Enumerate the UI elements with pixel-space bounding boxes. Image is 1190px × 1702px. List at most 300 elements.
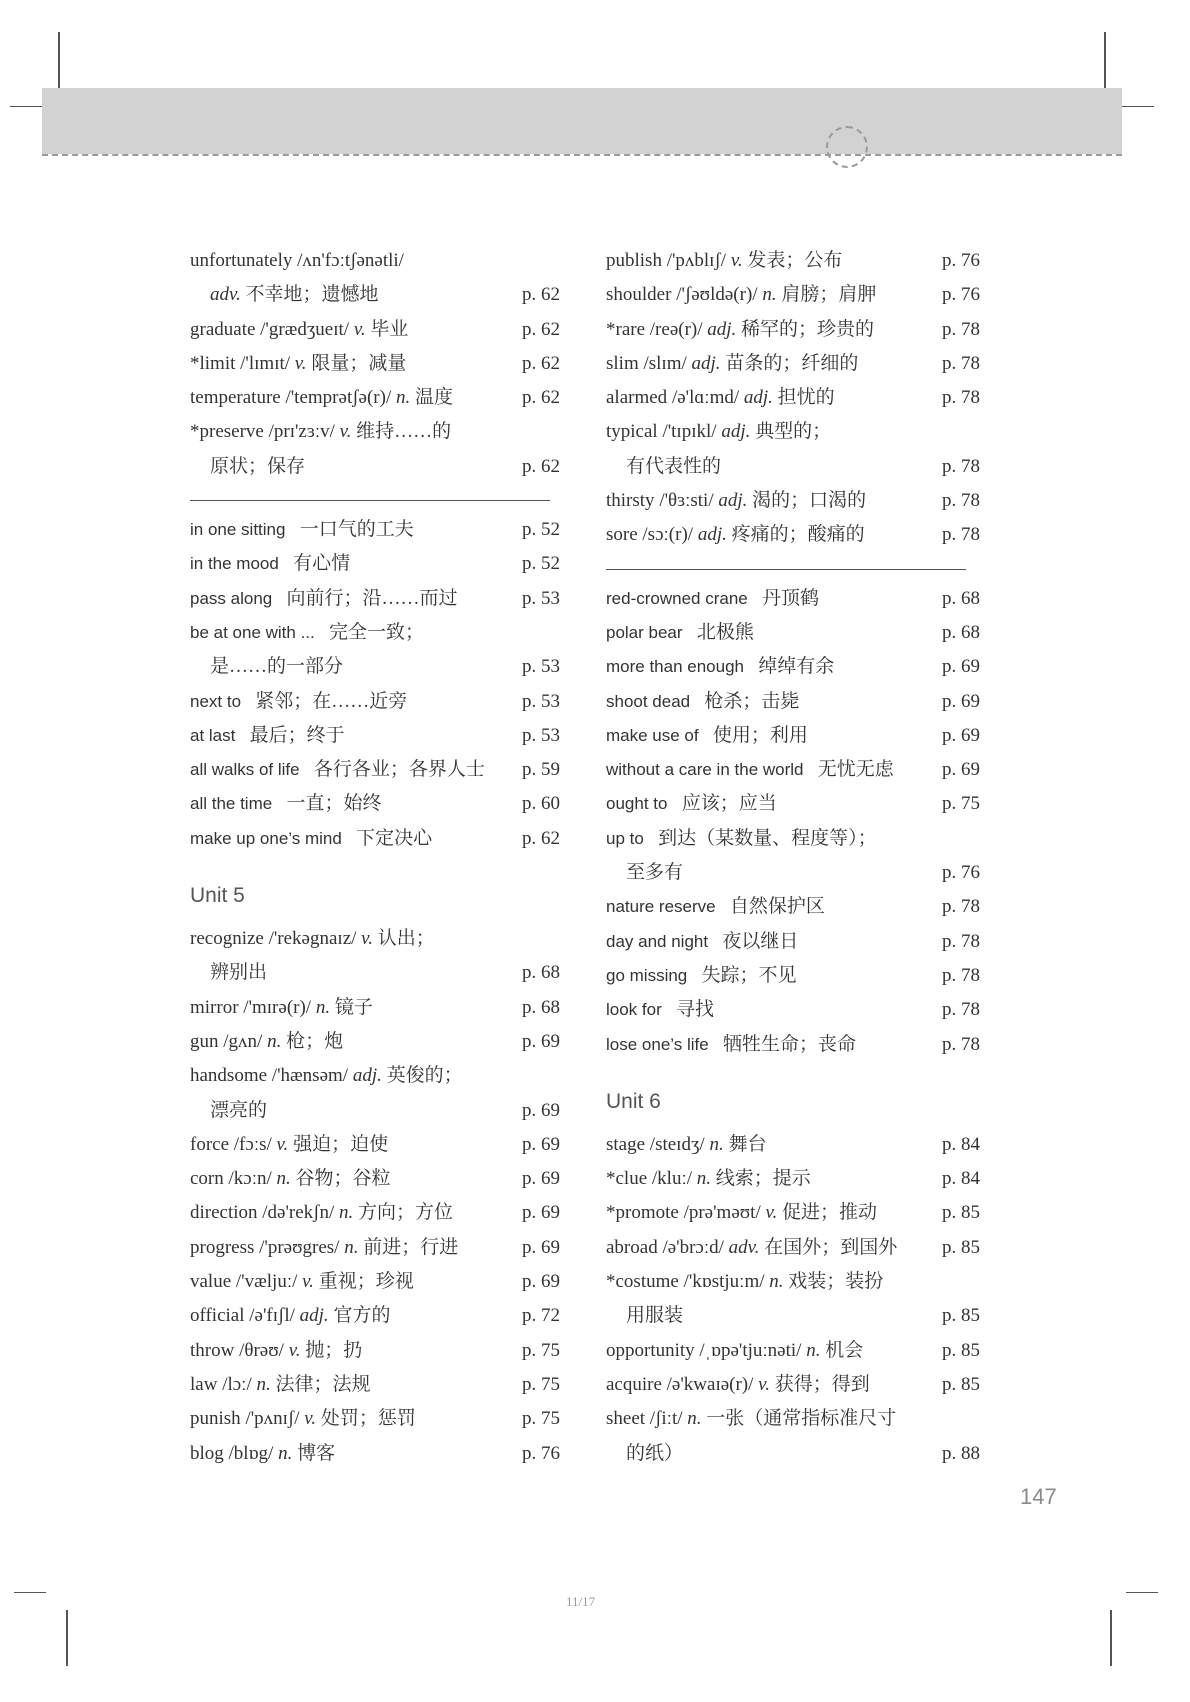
entry-line <box>606 1368 980 1402</box>
phrase-list <box>190 513 560 856</box>
part-of-speech: v. <box>758 1373 770 1395</box>
entry-line <box>190 347 560 381</box>
entry-line <box>190 244 560 278</box>
entry-line <box>606 650 980 684</box>
meaning: 法律；法规 <box>275 1373 371 1395</box>
entry-line <box>606 347 980 381</box>
meaning: 稀罕的；珍贵的 <box>741 318 875 340</box>
section-divider <box>190 500 550 501</box>
meaning: 担忧的 <box>777 387 835 409</box>
word-entry <box>606 1334 980 1368</box>
headword: shoulder <box>606 284 672 306</box>
phonetic: /ə'fɪʃl/ <box>249 1305 295 1327</box>
word-entry <box>190 347 560 381</box>
meaning: 有心情 <box>293 553 351 575</box>
word-entry <box>190 1162 560 1196</box>
phrase-entry <box>606 925 980 959</box>
page-ref: p. 75 <box>522 1408 560 1430</box>
part-of-speech: n. <box>396 387 411 409</box>
headword: graduate <box>190 318 256 340</box>
part-of-speech: adj. <box>691 352 721 374</box>
meaning: 牺牲生命；丧命 <box>722 1033 856 1055</box>
page-ref: p. 53 <box>522 587 560 609</box>
entry-line <box>190 1196 560 1230</box>
entry-line <box>606 993 980 1027</box>
crop-mark <box>1110 1610 1112 1666</box>
entry-continuation <box>190 278 560 312</box>
phrase-entry <box>190 582 560 616</box>
page-ref: p. 69 <box>522 1236 560 1258</box>
phonetic: /'ʃəʊldə(r)/ <box>676 284 758 306</box>
page-ref: p. 78 <box>942 930 980 952</box>
headword: blog <box>190 1442 224 1464</box>
entry-line <box>190 415 560 449</box>
phonetic: /fɔːs/ <box>233 1133 272 1155</box>
page-ref: p. 68 <box>942 621 980 643</box>
entry-line <box>190 1162 560 1196</box>
left-column <box>190 244 560 1471</box>
part-of-speech: n. <box>315 996 331 1018</box>
part-of-speech: n. <box>256 1373 271 1395</box>
page-ref: p. 68 <box>942 587 980 609</box>
word-list <box>190 244 560 484</box>
entry-line <box>190 1299 560 1333</box>
meaning: 漂亮的 <box>210 1099 268 1121</box>
part-of-speech: adj. <box>718 490 748 512</box>
part-of-speech: v. <box>339 421 352 443</box>
headword: sore <box>606 524 638 546</box>
page-ref: p. 75 <box>942 793 980 815</box>
page-ref: p. 85 <box>942 1236 980 1258</box>
phonetic: /'rekəgnaɪz/ <box>268 928 357 950</box>
entry-line <box>190 1128 560 1162</box>
entry-line <box>190 922 560 956</box>
phonetic: /reə(r)/ <box>649 318 703 340</box>
word-entry <box>190 991 560 1025</box>
headword: recognize <box>190 928 264 950</box>
entry-line <box>606 719 980 753</box>
entry-line <box>606 616 980 650</box>
meaning: 促进；推动 <box>782 1202 878 1224</box>
meaning: 不幸地；遗憾地 <box>240 284 379 306</box>
entry-continuation <box>606 450 980 484</box>
page-ref: p. 68 <box>522 962 560 984</box>
page-ref: p. 78 <box>942 387 980 409</box>
phonetic: /'hænsəm/ <box>271 1065 349 1087</box>
header-dashed-line <box>42 154 1122 156</box>
page-ref: p. 85 <box>942 1373 980 1395</box>
headword: value <box>190 1271 232 1293</box>
phonetic: /'kɒstjuːm/ <box>683 1271 765 1293</box>
part-of-speech: n. <box>806 1339 821 1361</box>
entry-continuation <box>190 1094 560 1128</box>
phrase-headword: make use of <box>606 725 699 745</box>
phrase-headword: all the time <box>190 794 273 814</box>
entry-line <box>190 1059 560 1093</box>
part-of-speech: v. <box>276 1133 289 1155</box>
page-ref: p. 53 <box>522 656 560 678</box>
meaning: 苗条的；纤细的 <box>725 352 859 374</box>
entry-line <box>606 822 980 856</box>
phrase-headword: polar bear <box>606 622 683 642</box>
entry-line <box>606 1196 980 1230</box>
meaning: 用服装 <box>626 1305 684 1327</box>
headword: unfortunately <box>190 250 293 271</box>
meaning: 线索；提示 <box>715 1168 811 1190</box>
headword: *promote <box>606 1202 679 1224</box>
word-entry <box>190 922 560 991</box>
page-ref: p. 62 <box>522 387 560 409</box>
meaning: 舞台 <box>728 1133 767 1155</box>
page-ref: p. 78 <box>942 455 980 477</box>
entry-continuation <box>606 1299 980 1333</box>
headword: corn <box>190 1168 224 1190</box>
phrase-entry <box>606 959 980 993</box>
phrase-entry <box>606 753 980 787</box>
headword: publish <box>606 250 662 271</box>
part-of-speech: v. <box>304 1408 317 1430</box>
phrase-entry <box>606 890 980 924</box>
phrase-entry <box>190 513 560 547</box>
page-ref: p. 59 <box>522 759 560 781</box>
meaning: 北极熊 <box>696 621 754 643</box>
meaning: 渴的；口渴的 <box>752 490 867 512</box>
entry-line <box>190 381 560 415</box>
part-of-speech: n. <box>709 1133 724 1155</box>
crop-mark <box>1104 32 1106 88</box>
meaning: 各行各业；各界人士 <box>313 759 485 781</box>
phonetic: /ə'lɑːmd/ <box>671 387 740 409</box>
page-ref: p. 78 <box>942 318 980 340</box>
word-entry <box>190 244 560 313</box>
part-of-speech: n. <box>344 1236 359 1258</box>
meaning: 丹顶鹤 <box>762 587 820 609</box>
word-entry <box>606 415 980 484</box>
entry-line <box>190 1368 560 1402</box>
entry-line <box>606 518 980 552</box>
part-of-speech: adj. <box>707 318 737 340</box>
entry-line <box>606 1334 980 1368</box>
headword: abroad <box>606 1236 658 1258</box>
entry-line <box>190 753 560 787</box>
word-entry <box>606 1231 980 1265</box>
page-ref: p. 69 <box>522 1133 560 1155</box>
word-list <box>606 244 980 553</box>
entry-line <box>606 381 980 415</box>
meaning: 是……的一部分 <box>210 656 344 678</box>
word-entry <box>606 313 980 347</box>
crop-mark <box>10 106 42 107</box>
meaning: 典型的； <box>755 421 832 443</box>
meaning: 强迫；迫使 <box>293 1133 389 1155</box>
crop-mark <box>1122 106 1154 107</box>
phrase-headword: at last <box>190 725 236 745</box>
entry-line <box>606 415 980 449</box>
header-circle-mark <box>826 126 868 168</box>
word-entry <box>190 1299 560 1333</box>
entry-line <box>606 753 980 787</box>
page-ref: p. 52 <box>522 519 560 541</box>
phrase-entry <box>190 685 560 719</box>
headword: stage <box>606 1133 646 1155</box>
page-ref: p. 85 <box>942 1202 980 1224</box>
page-ref: p. 78 <box>942 352 980 374</box>
word-entry <box>606 1368 980 1402</box>
meaning: 辨别出 <box>210 962 268 984</box>
phrase-entry <box>606 719 980 753</box>
part-of-speech: n. <box>278 1442 293 1464</box>
meaning: 使用；利用 <box>712 724 808 746</box>
page-ref: p. 76 <box>942 250 980 271</box>
phrase-entry <box>606 1028 980 1062</box>
page-ref: p. 88 <box>942 1442 980 1464</box>
entry-line <box>190 547 560 581</box>
phrase-entry <box>606 582 980 616</box>
phonetic: /'θɜːsti/ <box>659 490 714 512</box>
phonetic: /'tɪpɪkl/ <box>662 421 717 443</box>
phrase-headword: in one sitting <box>190 520 286 540</box>
word-entry <box>190 1437 560 1471</box>
meaning: 官方的 <box>333 1305 391 1327</box>
page-ref: p. 60 <box>522 793 560 815</box>
phrase-headword: red-crowned crane <box>606 588 748 608</box>
meaning: 方向；方位 <box>358 1202 454 1224</box>
unit-title: Unit 6 <box>606 1089 661 1113</box>
entry-line <box>190 582 560 616</box>
meaning: 至多有 <box>626 862 684 884</box>
headword: force <box>190 1133 230 1155</box>
page-ref: p. 69 <box>522 1202 560 1224</box>
section-divider <box>606 569 966 570</box>
phonetic: /'grædʒueɪt/ <box>260 318 350 340</box>
entry-line <box>606 1162 980 1196</box>
phrase-headword: make up one’s mind <box>190 828 342 848</box>
entry-line <box>606 890 980 924</box>
page-ref: p. 78 <box>942 524 980 546</box>
phonetic: /lɔː/ <box>222 1373 252 1395</box>
page-ref: p. 53 <box>522 724 560 746</box>
word-entry <box>606 347 980 381</box>
part-of-speech: adj. <box>743 387 773 409</box>
phrase-entry <box>606 822 980 891</box>
part-of-speech: n. <box>339 1202 354 1224</box>
meaning: 失踪；不见 <box>701 964 797 986</box>
word-entry <box>606 1162 980 1196</box>
headword: throw <box>190 1339 235 1361</box>
part-of-speech: n. <box>762 284 777 306</box>
page-ref: p. 76 <box>942 862 980 884</box>
part-of-speech: adj. <box>299 1305 329 1327</box>
page-number: 147 <box>1020 1484 1057 1509</box>
entry-line <box>606 1231 980 1265</box>
phrase-entry <box>190 547 560 581</box>
headword: gun <box>190 1030 219 1052</box>
part-of-speech: adj. <box>697 524 727 546</box>
entry-line <box>190 719 560 753</box>
phrase-entry <box>606 616 980 650</box>
meaning: 绰绰有余 <box>758 656 835 678</box>
phrase-entry <box>190 753 560 787</box>
headword: official <box>190 1305 245 1327</box>
part-of-speech: v. <box>294 352 307 374</box>
headword: *rare <box>606 318 646 340</box>
meaning: 到达（某数量、程度等）； <box>658 827 877 849</box>
entry-line <box>606 1128 980 1162</box>
page-ref: p. 76 <box>522 1442 560 1464</box>
page-ref: p. 69 <box>522 1271 560 1293</box>
headword: *clue <box>606 1168 648 1190</box>
meaning: 的纸） <box>626 1442 684 1464</box>
phonetic: /prɪ'zɜːv/ <box>268 421 335 443</box>
meaning: 一口气的工夫 <box>299 519 414 541</box>
word-entry <box>190 1265 560 1299</box>
phrase-headword: look for <box>606 1000 662 1020</box>
entry-line <box>606 1402 980 1436</box>
word-entry <box>190 1368 560 1402</box>
phrase-entry <box>190 719 560 753</box>
part-of-speech: n. <box>696 1168 712 1190</box>
part-of-speech: v. <box>730 250 743 271</box>
page-ref: p. 62 <box>522 455 560 477</box>
page-ref: p. 78 <box>942 490 980 512</box>
meaning: 处罚；惩罚 <box>320 1408 416 1430</box>
word-entry <box>606 1265 980 1334</box>
phonetic: /də'rekʃn/ <box>262 1202 335 1224</box>
entry-line <box>190 1025 560 1059</box>
entry-line <box>190 1334 560 1368</box>
meaning: 镜子 <box>334 996 373 1018</box>
phrase-headword: without a care in the world <box>606 760 804 780</box>
word-entry <box>190 1231 560 1265</box>
phonetic: /ˌɒpə'tjuːnəti/ <box>699 1339 802 1361</box>
entry-line <box>606 484 980 518</box>
headword: *preserve <box>190 421 264 443</box>
phrase-entry <box>190 787 560 821</box>
phonetic: /θrəʊ/ <box>239 1339 284 1361</box>
word-entry <box>190 1128 560 1162</box>
entry-line <box>190 313 560 347</box>
phrase-headword: shoot dead <box>606 691 691 711</box>
headword: sheet <box>606 1408 646 1430</box>
headword: thirsty <box>606 490 655 512</box>
phonetic: /'lɪmɪt/ <box>240 352 291 374</box>
meaning: 谷物；谷粒 <box>295 1168 391 1190</box>
headword: *limit <box>190 352 236 374</box>
headword: *costume <box>606 1271 679 1293</box>
part-of-speech: v. <box>353 318 366 340</box>
headword: alarmed <box>606 387 668 409</box>
page-ref: p. 62 <box>522 318 560 340</box>
part-of-speech: n. <box>276 1168 291 1190</box>
phonetic: /'væljuː/ <box>235 1271 298 1293</box>
meaning: 夜以继日 <box>722 930 799 952</box>
phrase-entry <box>606 993 980 1027</box>
phrase-headword: up to <box>606 828 644 848</box>
footer-page-count: 11/17 <box>566 1594 596 1609</box>
phonetic: /'mɪrə(r)/ <box>243 996 312 1018</box>
meaning: 获得；得到 <box>774 1373 870 1395</box>
word-entry <box>190 1059 560 1128</box>
page-ref: p. 69 <box>942 724 980 746</box>
headword: opportunity <box>606 1339 695 1361</box>
meaning: 紧邻；在……近旁 <box>255 690 408 712</box>
meaning: 自然保护区 <box>729 896 825 918</box>
page-ref: p. 78 <box>942 964 980 986</box>
phrase-headword: more than enough <box>606 657 744 677</box>
entry-line <box>606 787 980 821</box>
entry-line <box>606 685 980 719</box>
meaning: 英俊的； <box>386 1065 463 1087</box>
part-of-speech: n. <box>687 1408 702 1430</box>
headword: law <box>190 1373 218 1395</box>
crop-mark <box>58 32 60 88</box>
entry-line <box>190 787 560 821</box>
meaning: 向前行；沿……而过 <box>286 587 458 609</box>
part-of-speech: v. <box>361 928 373 950</box>
meaning: 温度 <box>415 387 454 409</box>
page-ref: p. 53 <box>522 690 560 712</box>
meaning: 认出； <box>377 928 435 950</box>
meaning: 寻找 <box>676 999 715 1021</box>
part-of-speech: adj. <box>352 1065 382 1087</box>
headword: direction <box>190 1202 258 1224</box>
phonetic: /'pʌblɪʃ/ <box>666 250 727 271</box>
phonetic: /'temprətʃə(r)/ <box>285 387 392 409</box>
page-ref: p. 69 <box>942 656 980 678</box>
headword: mirror <box>190 996 239 1018</box>
word-entry <box>190 415 560 484</box>
headword: acquire <box>606 1373 662 1395</box>
phrase-headword: day and night <box>606 931 709 951</box>
word-entry <box>606 518 980 552</box>
meaning: 抛；扔 <box>305 1339 363 1361</box>
entry-line <box>606 925 980 959</box>
entry-line <box>190 822 560 856</box>
meaning: 下定决心 <box>356 827 433 849</box>
meaning: 最后；终于 <box>249 724 345 746</box>
phonetic: /'prəʊgres/ <box>259 1236 340 1258</box>
entry-line <box>606 313 980 347</box>
crop-mark <box>1126 1592 1158 1593</box>
phonetic: /kluː/ <box>651 1168 693 1190</box>
word-entry <box>606 1196 980 1230</box>
meaning: 枪；炮 <box>286 1030 344 1052</box>
phrase-headword: be at one with ... <box>190 622 315 642</box>
word-entry <box>606 1128 980 1162</box>
entry-line <box>190 513 560 547</box>
entry-continuation <box>606 856 980 890</box>
crop-mark <box>14 1592 46 1593</box>
entry-line <box>606 278 980 312</box>
entry-line <box>606 959 980 993</box>
entry-line <box>190 1402 560 1436</box>
headword: handsome <box>190 1065 268 1087</box>
word-entry <box>606 244 980 278</box>
word-entry <box>190 1196 560 1230</box>
phonetic: /steɪdʒ/ <box>649 1133 705 1155</box>
page-ref: p. 69 <box>522 1030 560 1052</box>
phonetic: /ʃiːt/ <box>649 1408 683 1430</box>
entry-continuation <box>190 650 560 684</box>
entry-continuation <box>190 956 560 990</box>
page-ref: p. 85 <box>942 1339 980 1361</box>
entry-line <box>606 1265 980 1299</box>
word-entry <box>190 313 560 347</box>
meaning: 戏装；装扮 <box>788 1271 884 1293</box>
entry-line <box>190 991 560 1025</box>
phrase-headword: go missing <box>606 965 688 985</box>
page-ref: p. 84 <box>942 1133 980 1155</box>
